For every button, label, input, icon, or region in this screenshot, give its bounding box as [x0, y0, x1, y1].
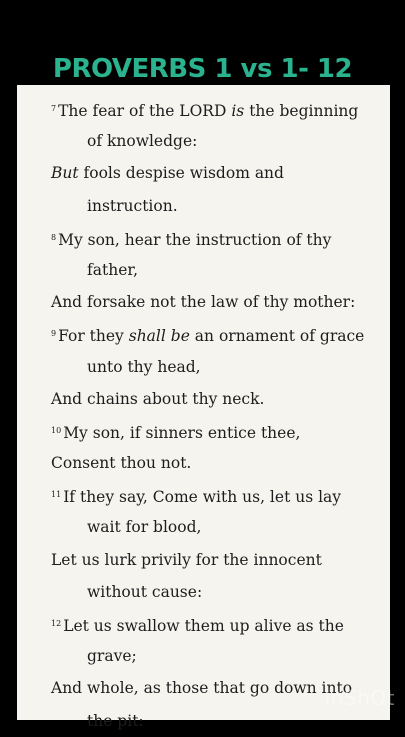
- verse-text: fools despise wisdom and: [78, 164, 284, 183]
- verse-text: Let us swallow them up alive as the: [63, 617, 344, 635]
- verse-text: If they say, Come with us, let us lay: [63, 488, 342, 507]
- verse-text: the pit:: [87, 711, 144, 730]
- verse-line: [17, 286, 390, 318]
- verse-text: Let us lurk privily for the innocent: [51, 550, 322, 569]
- verse-number: 12: [51, 619, 62, 628]
- verse-text: And whole, as those that go down into: [51, 679, 353, 698]
- verse-line: [17, 254, 390, 286]
- verse-line: [17, 351, 390, 383]
- verse-text: grave;: [87, 647, 137, 666]
- verse-line: [17, 608, 390, 640]
- verse-line: [17, 544, 390, 576]
- verse-lines: [17, 93, 390, 737]
- verse-italic-text: shall be: [128, 327, 190, 346]
- verse-text: And chains about thy neck.: [51, 389, 265, 408]
- verse-number: 9: [51, 329, 57, 339]
- verse-text: For they: [58, 327, 129, 346]
- verse-line: [17, 479, 390, 511]
- verse-text: My son, if sinners entice thee,: [63, 423, 301, 442]
- verse-line: [17, 511, 390, 543]
- verse-text: unto thy head,: [87, 357, 201, 376]
- verse-line: [17, 157, 390, 189]
- verse-number: 10: [51, 425, 62, 435]
- verse-italic-text: is: [231, 102, 245, 120]
- verse-line: [17, 125, 390, 157]
- verse-text: instruction.: [87, 196, 178, 215]
- verse-line: [17, 318, 390, 350]
- verse-text: father,: [87, 260, 138, 279]
- verse-text: Consent thou not.: [51, 454, 192, 473]
- verse-italic-text: But: [51, 164, 79, 183]
- verse-text: And forsake not the law of thy mother:: [51, 293, 356, 312]
- page-title: PROVERBS 1 vs 1- 12: [52, 54, 353, 84]
- verse-line: [17, 222, 390, 254]
- verse-number: 8: [51, 232, 57, 242]
- verse-text: wait for blood,: [87, 518, 202, 537]
- verse-text: My son, hear the instruction of thy: [58, 230, 332, 249]
- verse-text: of knowledge:: [87, 132, 198, 151]
- verse-line: [17, 190, 390, 222]
- verse-line: [17, 640, 390, 672]
- verse-line: [17, 93, 390, 125]
- verse-line: [17, 447, 390, 479]
- scripture-page: [17, 85, 390, 730]
- verse-text: The fear of the LORD: [58, 102, 232, 120]
- verse-number: 7: [51, 104, 57, 113]
- verse-number: 11: [51, 490, 62, 500]
- verse-line: [17, 415, 390, 447]
- watermark: InShOt: [324, 686, 395, 710]
- verse-line: [17, 383, 390, 415]
- verse-text: the beginning: [244, 102, 359, 120]
- verse-line: [17, 576, 390, 608]
- verse-text: without cause:: [87, 582, 203, 601]
- verse-text: an ornament of grace: [189, 327, 365, 346]
